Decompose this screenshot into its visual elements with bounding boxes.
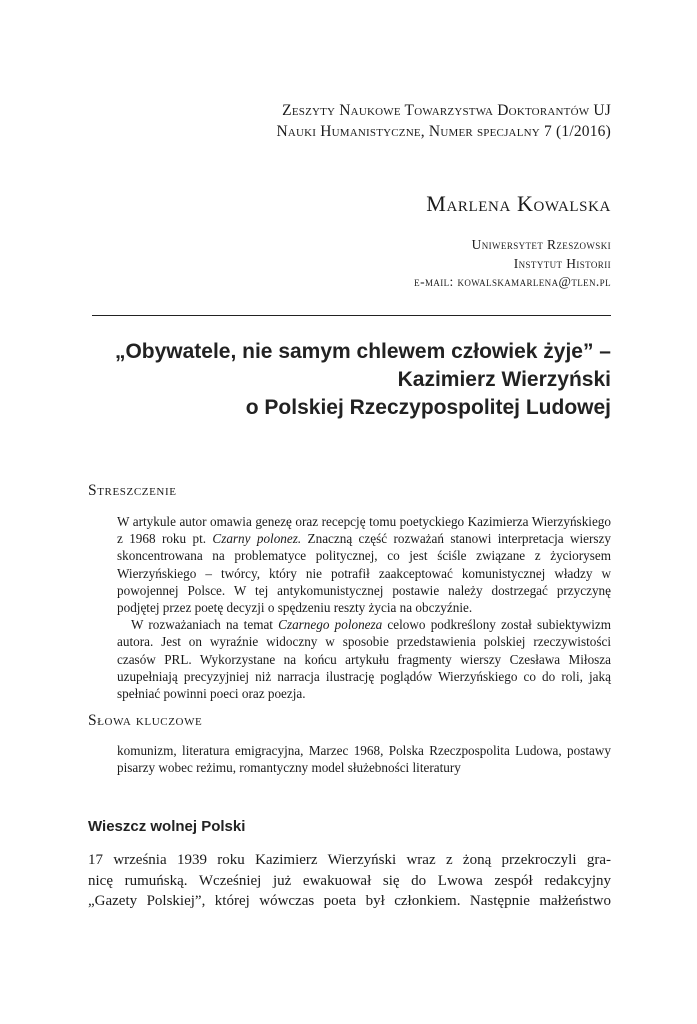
journal-header bbox=[91, 100, 611, 142]
book-title-genitive: Czarnego poloneza bbox=[278, 617, 383, 633]
article-title bbox=[71, 338, 611, 422]
author-name: Marlena Kowalska bbox=[426, 191, 611, 216]
title-divider bbox=[92, 315, 611, 316]
author-email: e-mail: kowalskamarlena@tlen.pl bbox=[414, 274, 611, 289]
title-line-3: o Polskiej Rzeczypospolitej Ludowej bbox=[245, 396, 611, 419]
journal-title: Zeszyty Naukowe Towarzystwa Doktorantów UJ bbox=[282, 102, 611, 119]
abstract-body bbox=[117, 513, 611, 702]
abstract-heading: Streszczenie bbox=[88, 482, 177, 499]
body-line: „Gazety Polskiej”, której wówczas poeta był członkiem. Następnie małżeństwo bbox=[88, 893, 611, 910]
journal-issue: Nauki Humanistyczne, Numer specjalny 7 (1/2016) bbox=[276, 123, 611, 140]
keywords-list: komunizm, literatura emigracyjna, Marzec 1968, Polska Rzeczpospolita Ludowa, postawy pisarzy wobec reżimu, romantyczny model służebności literatury bbox=[117, 743, 611, 776]
keywords-heading: Słowa kluczowe bbox=[88, 712, 203, 729]
institute: Instytut Historii bbox=[513, 255, 611, 271]
title-line-1: „Obywatele, nie samym chlewem człowiek żyje” – bbox=[114, 340, 611, 363]
section-body bbox=[88, 850, 611, 912]
abstract-paragraph-1: W artykule autor omawia genezę oraz recepcję tomu poetyckiego Kazimierza Wierzyńskiego z 1968 roku pt. Czarny polonez. Znaczną część rozważań stanowi interpretacja wierszy skoncentrowana na problematyce politycznej, co jest ściśle związane z życiorysem Wierzyńskiego – twórcy, który nie potrafił zaakceptować komunistycznej władzy w powojennej Polsce. W tej antykomunistycznej postawie należy dostrzegać przyczynę podjętej przez poetę decyzji o spędzeniu reszty życia na obczyźnie. bbox=[117, 514, 611, 616]
author-affiliation bbox=[91, 236, 611, 292]
university: Uniwersytet Rzeszowski bbox=[471, 237, 611, 252]
body-line: 17 września 1939 roku Kazimierz Wierzyński wraz z żoną przekroczyli gra- bbox=[88, 852, 611, 868]
abstract-paragraph-2: W rozważaniach na temat Czarnego poloneza celowo podkreślony został subiektywizm autora. Jest on wyraźnie widoczny w sposobie przedstawienia polskiej rzeczywistości czasów PRL. Wykorzystane na końcu artykułu fragmenty wierszy Czesława Miłosza uzupełniają precyzyjniej niż narracja ilustrację poglądów Wierzyńskiego co do roli, jaką spełniać powinni poeci oraz poezja. bbox=[117, 617, 611, 702]
section-heading: Wieszcz wolnej Polski bbox=[88, 818, 246, 835]
title-line-2: Kazimierz Wierzyński bbox=[397, 368, 611, 391]
body-line: nicę rumuńską. Wcześniej już ewakuował się do Lwowa zespół redakcyjny bbox=[88, 872, 611, 889]
book-title: Czarny polonez. bbox=[212, 531, 302, 547]
